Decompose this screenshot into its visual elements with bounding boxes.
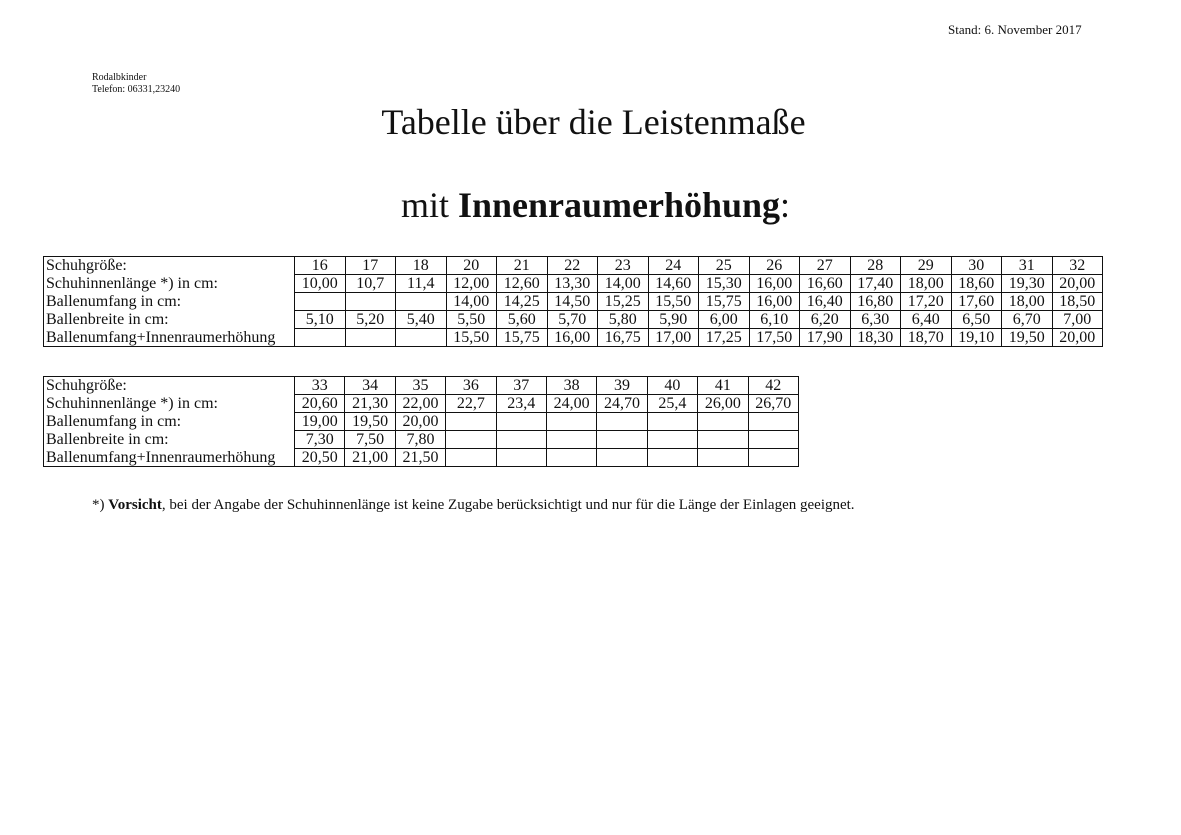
- size-header-cell: 34: [345, 377, 395, 395]
- table-cell: 5,80: [598, 311, 649, 329]
- table-cell: 15,30: [699, 275, 750, 293]
- table-row: [44, 413, 799, 431]
- table-cell: [496, 413, 546, 431]
- table-cell: 14,25: [497, 293, 548, 311]
- table-cell: 20,00: [1052, 329, 1103, 347]
- table-row: [44, 257, 1103, 275]
- table-cell: 25,4: [647, 395, 697, 413]
- table-cell: 18,50: [1052, 293, 1103, 311]
- table-cell: 17,50: [749, 329, 800, 347]
- table-row: [44, 329, 1103, 347]
- table-cell: 20,00: [395, 413, 445, 431]
- table-cell: [396, 293, 447, 311]
- size-header-cell: 21: [497, 257, 548, 275]
- table-cell: [647, 413, 697, 431]
- table-cell: 10,00: [295, 275, 346, 293]
- company-name: Rodalbkinder: [92, 72, 147, 83]
- table-cell: 7,30: [295, 431, 345, 449]
- table-cell: [698, 413, 748, 431]
- table-cell: 6,20: [800, 311, 851, 329]
- table-cell: [446, 431, 496, 449]
- table-cell: 18,60: [951, 275, 1002, 293]
- table-cell: 18,00: [901, 275, 952, 293]
- table-cell: [647, 449, 697, 467]
- footnote-warning: Vorsicht: [108, 497, 162, 513]
- page-subtitle: [0, 183, 1181, 227]
- table-cell: 19,50: [1002, 329, 1053, 347]
- row-label: Schuhgröße:: [44, 377, 295, 395]
- footnote: [92, 497, 855, 514]
- table-cell: 26,70: [748, 395, 798, 413]
- table-cell: [597, 431, 647, 449]
- table-cell: 12,00: [446, 275, 497, 293]
- table-cell: 17,40: [850, 275, 901, 293]
- table-cell: [345, 293, 396, 311]
- table-cell: 16,75: [598, 329, 649, 347]
- table-cell: 21,00: [345, 449, 395, 467]
- table-cell: 15,75: [699, 293, 750, 311]
- table-cell: [496, 431, 546, 449]
- table-cell: [546, 413, 596, 431]
- table-cell: 22,7: [446, 395, 496, 413]
- table-cell: 5,40: [396, 311, 447, 329]
- table-cell: 17,60: [951, 293, 1002, 311]
- table-cell: 12,60: [497, 275, 548, 293]
- table-cell: [446, 449, 496, 467]
- row-label: Ballenumfang+Innenraumerhöhung: [44, 449, 295, 467]
- table-row: [44, 293, 1103, 311]
- table-cell: 18,00: [1002, 293, 1053, 311]
- table-cell: 17,25: [699, 329, 750, 347]
- table-cell: 16,40: [800, 293, 851, 311]
- size-table-2: [43, 376, 799, 467]
- table-cell: 7,80: [395, 431, 445, 449]
- size-header-cell: 38: [546, 377, 596, 395]
- company-info: [92, 72, 180, 96]
- size-header-cell: 35: [395, 377, 445, 395]
- size-header-cell: 16: [295, 257, 346, 275]
- table-cell: 18,30: [850, 329, 901, 347]
- table-cell: 6,30: [850, 311, 901, 329]
- table-cell: 5,70: [547, 311, 598, 329]
- table-cell: 7,50: [345, 431, 395, 449]
- table-cell: 14,00: [598, 275, 649, 293]
- row-label: Ballenumfang in cm:: [44, 293, 295, 311]
- row-label: Schuhgröße:: [44, 257, 295, 275]
- table-cell: [546, 449, 596, 467]
- table-cell: 21,30: [345, 395, 395, 413]
- size-header-cell: 17: [345, 257, 396, 275]
- table-cell: 6,00: [699, 311, 750, 329]
- size-header-cell: 33: [295, 377, 345, 395]
- table-cell: [698, 431, 748, 449]
- table-cell: 16,80: [850, 293, 901, 311]
- table-cell: 10,7: [345, 275, 396, 293]
- size-header-cell: 25: [699, 257, 750, 275]
- table-row: [44, 311, 1103, 329]
- row-label: Schuhinnenlänge *) in cm:: [44, 395, 295, 413]
- table-cell: 15,75: [497, 329, 548, 347]
- table-cell: 5,20: [345, 311, 396, 329]
- size-header-cell: 27: [800, 257, 851, 275]
- table-cell: 16,00: [749, 293, 800, 311]
- table-cell: 19,50: [345, 413, 395, 431]
- table-row: [44, 449, 799, 467]
- table-cell: 7,00: [1052, 311, 1103, 329]
- table-cell: [446, 413, 496, 431]
- table-cell: [748, 431, 798, 449]
- table-cell: 17,00: [648, 329, 699, 347]
- table-row: [44, 275, 1103, 293]
- table-cell: 23,4: [496, 395, 546, 413]
- size-header-cell: 41: [698, 377, 748, 395]
- size-table-1: [43, 256, 1103, 347]
- table-cell: 13,30: [547, 275, 598, 293]
- table-cell: 16,60: [800, 275, 851, 293]
- table-cell: [396, 329, 447, 347]
- table-cell: 15,50: [446, 329, 497, 347]
- table-row: [44, 431, 799, 449]
- table-row: [44, 395, 799, 413]
- table-cell: 17,90: [800, 329, 851, 347]
- table-cell: 24,00: [546, 395, 596, 413]
- size-header-cell: 22: [547, 257, 598, 275]
- subtitle-suffix: :: [780, 185, 791, 225]
- size-header-cell: 31: [1002, 257, 1053, 275]
- table-cell: 15,50: [648, 293, 699, 311]
- table-cell: 6,40: [901, 311, 952, 329]
- table-cell: 19,30: [1002, 275, 1053, 293]
- table-row: [44, 377, 799, 395]
- table-cell: 6,10: [749, 311, 800, 329]
- size-header-cell: 42: [748, 377, 798, 395]
- table-cell: 14,00: [446, 293, 497, 311]
- size-header-cell: 28: [850, 257, 901, 275]
- table-cell: 21,50: [395, 449, 445, 467]
- table-cell: 20,50: [295, 449, 345, 467]
- table-cell: 5,60: [497, 311, 548, 329]
- size-header-cell: 20: [446, 257, 497, 275]
- table-cell: 19,10: [951, 329, 1002, 347]
- stand-date: Stand: 6. November 2017: [948, 22, 1082, 37]
- row-label: Ballenumfang+Innenraumerhöhung: [44, 329, 295, 347]
- table-cell: 16,00: [547, 329, 598, 347]
- table-cell: 5,50: [446, 311, 497, 329]
- table-cell: 24,70: [597, 395, 647, 413]
- size-header-cell: 24: [648, 257, 699, 275]
- size-header-cell: 18: [396, 257, 447, 275]
- table-cell: 6,70: [1002, 311, 1053, 329]
- subtitle-bold: Innenraumerhöhung: [457, 185, 781, 225]
- table-cell: 26,00: [698, 395, 748, 413]
- table-cell: 11,4: [396, 275, 447, 293]
- table-cell: 5,10: [295, 311, 346, 329]
- company-phone: Telefon: 06331,23240: [92, 84, 181, 95]
- table-cell: [597, 449, 647, 467]
- table-cell: [345, 329, 396, 347]
- table-cell: [295, 293, 346, 311]
- table-cell: 18,70: [901, 329, 952, 347]
- table-cell: [647, 431, 697, 449]
- table-cell: 20,60: [295, 395, 345, 413]
- size-header-cell: 30: [951, 257, 1002, 275]
- table-cell: 16,00: [749, 275, 800, 293]
- footnote-text: , bei der Angabe der Schuhinnenlänge ist keine Zugabe berücksichtigt und nur für die Länge der Einlagen geeignet.: [161, 497, 855, 513]
- table-cell: [748, 449, 798, 467]
- table-cell: 22,00: [395, 395, 445, 413]
- row-label: Ballenbreite in cm:: [44, 311, 295, 329]
- table-cell: [748, 413, 798, 431]
- row-label: Ballenbreite in cm:: [44, 431, 295, 449]
- table-cell: 20,00: [1052, 275, 1103, 293]
- row-label: Schuhinnenlänge *) in cm:: [44, 275, 295, 293]
- table-cell: [698, 449, 748, 467]
- size-header-cell: 40: [647, 377, 697, 395]
- size-header-cell: 37: [496, 377, 546, 395]
- table-cell: 14,60: [648, 275, 699, 293]
- table-cell: [295, 329, 346, 347]
- size-header-cell: 23: [598, 257, 649, 275]
- table-cell: [496, 449, 546, 467]
- table-cell: 6,50: [951, 311, 1002, 329]
- size-header-cell: 36: [446, 377, 496, 395]
- size-header-cell: 39: [597, 377, 647, 395]
- table-cell: 5,90: [648, 311, 699, 329]
- table-cell: [597, 413, 647, 431]
- row-label: Ballenumfang in cm:: [44, 413, 295, 431]
- page-title: Tabelle über die Leistenmaße: [381, 102, 806, 142]
- subtitle-prefix: mit: [400, 185, 458, 225]
- table-cell: 19,00: [295, 413, 345, 431]
- table-cell: [546, 431, 596, 449]
- footnote-marker: *): [92, 497, 109, 513]
- size-header-cell: 26: [749, 257, 800, 275]
- size-header-cell: 29: [901, 257, 952, 275]
- table-cell: 17,20: [901, 293, 952, 311]
- table-cell: 15,25: [598, 293, 649, 311]
- table-cell: 14,50: [547, 293, 598, 311]
- size-header-cell: 32: [1052, 257, 1103, 275]
